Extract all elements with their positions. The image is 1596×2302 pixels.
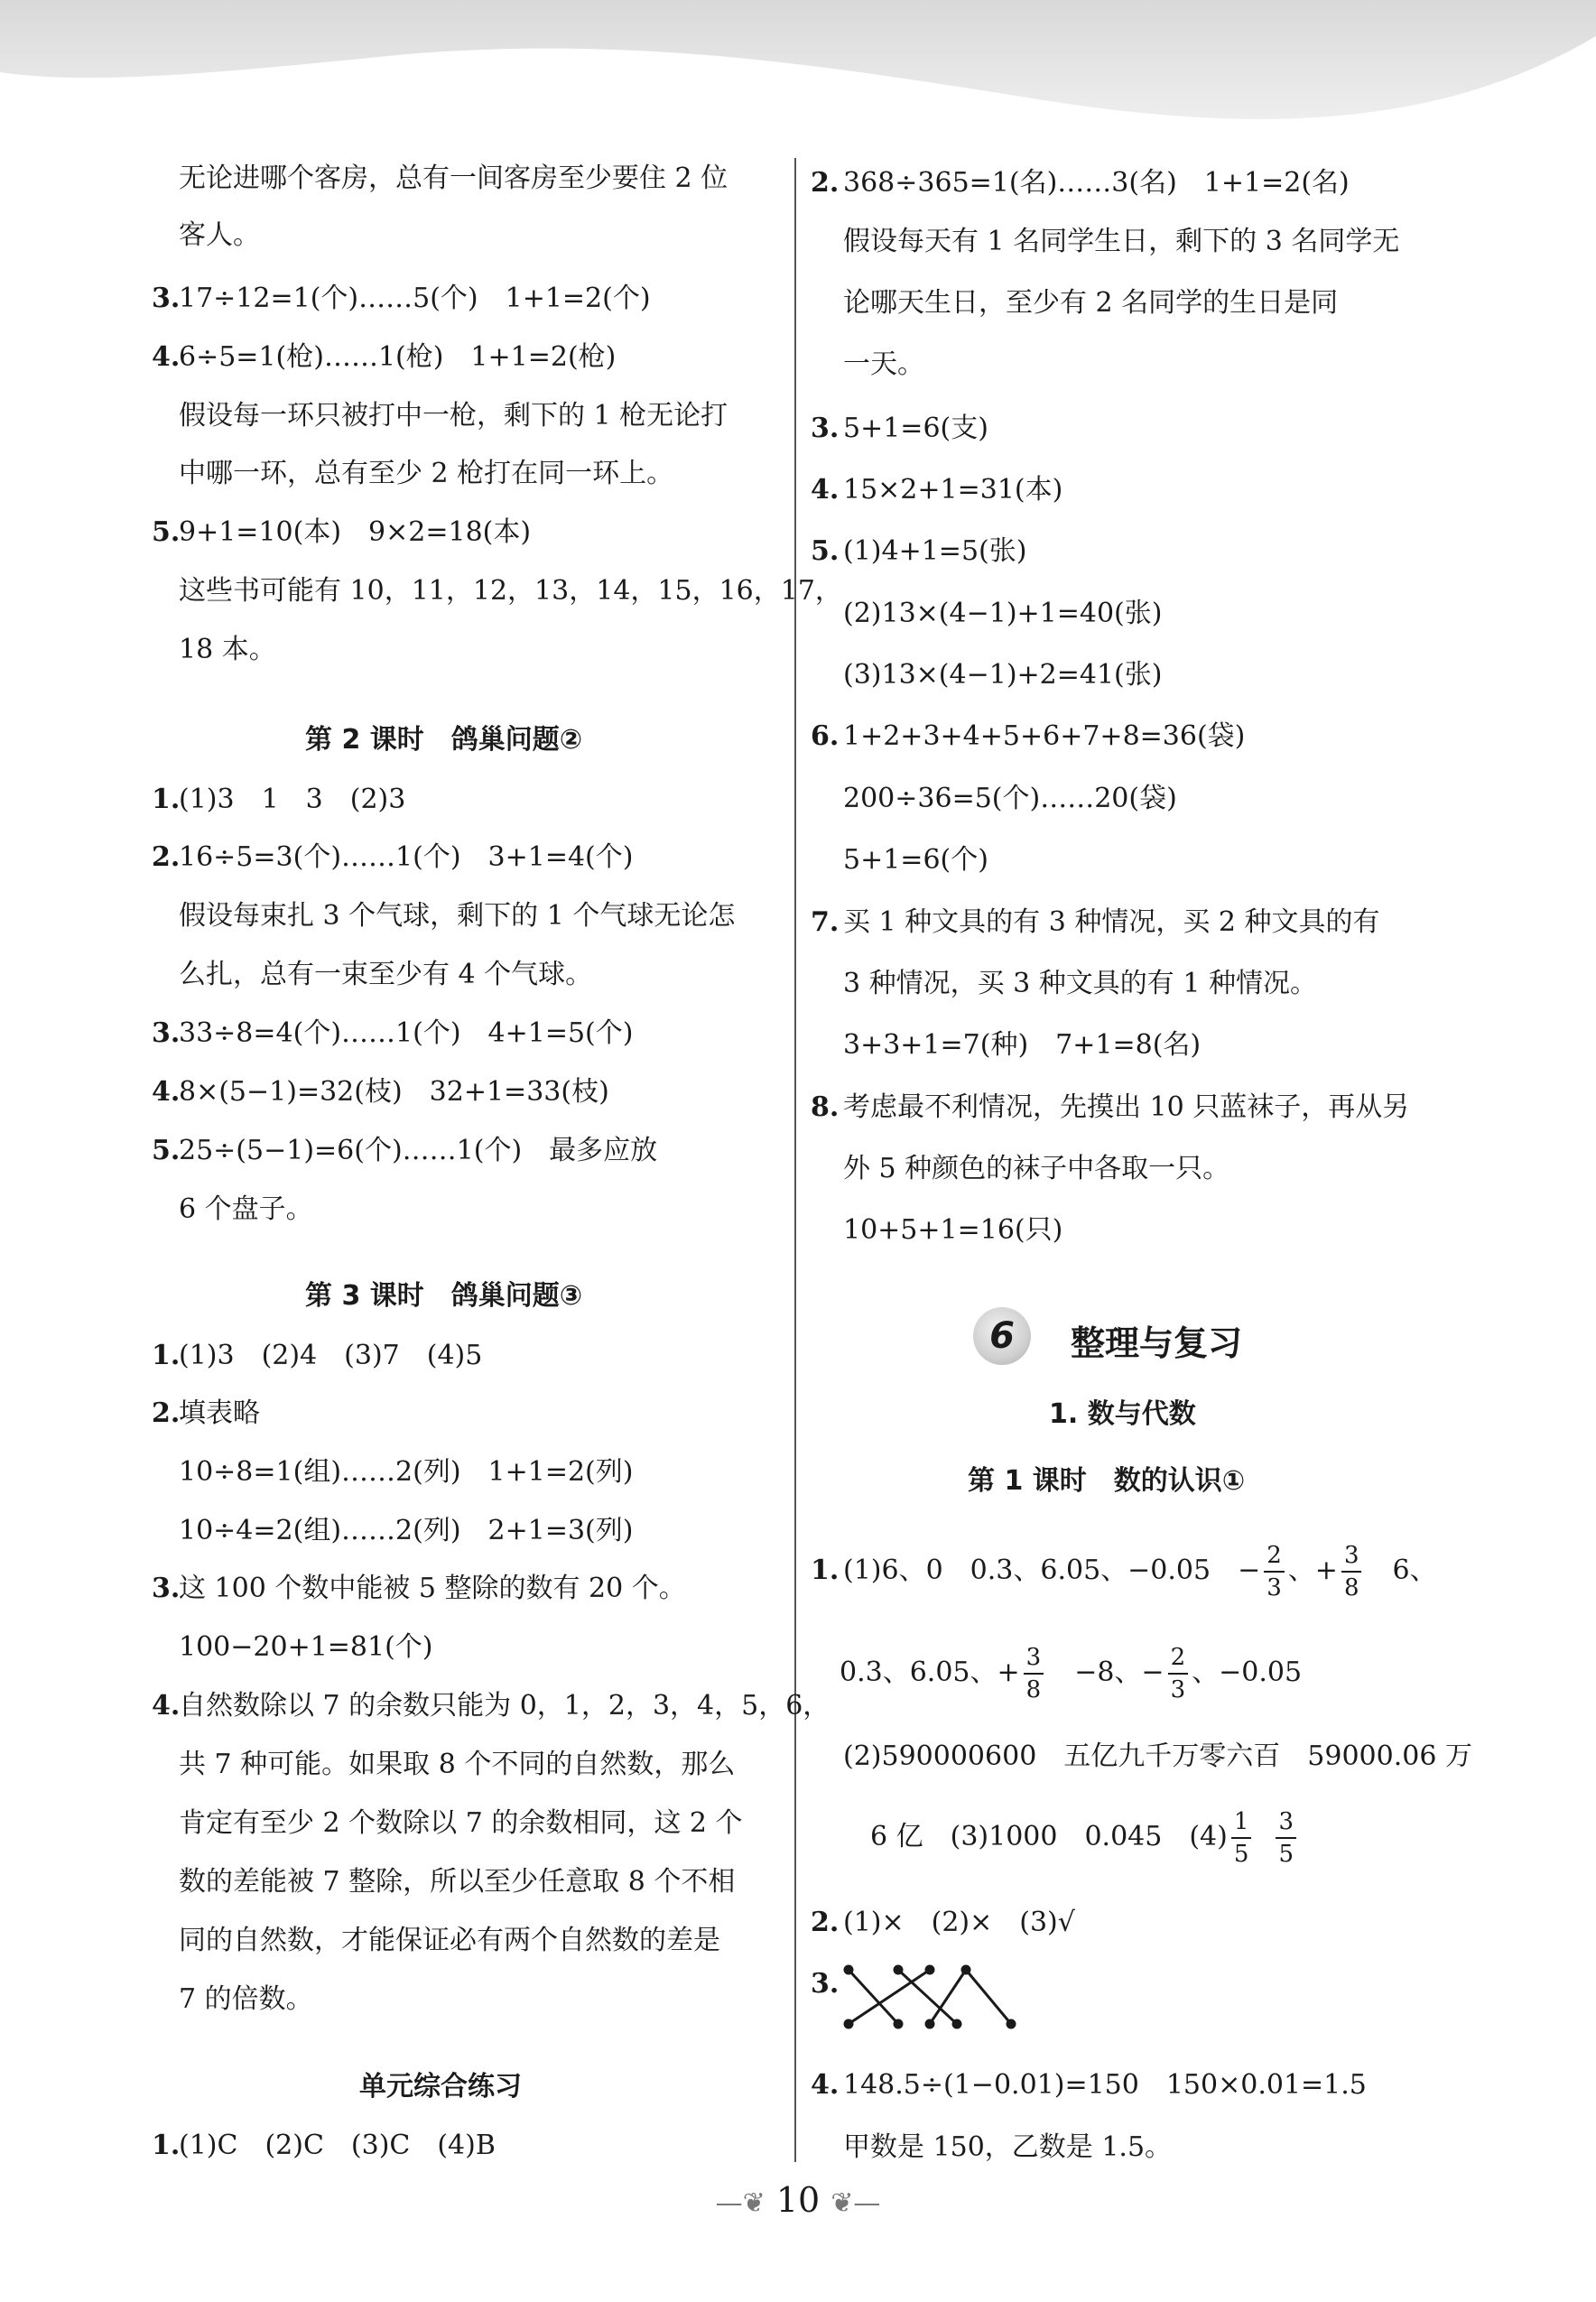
answer-line: 15×2+1=31(本): [843, 474, 1063, 506]
fraction: [1264, 1544, 1285, 1600]
question-number: 3.: [811, 413, 840, 444]
question-number: 6.: [811, 720, 840, 752]
question-number: 5.: [152, 1135, 181, 1166]
question-number: 8.: [811, 1091, 840, 1123]
text-line: (3)13×(4−1)+2=41(张): [843, 659, 1163, 691]
denominator: 8: [1343, 1574, 1359, 1601]
question-number: 2.: [811, 1907, 840, 1938]
answer-line: 368÷365=1(名)……3(名) 1+1=2(名): [843, 167, 1350, 199]
text-line: 肯定有至少 2 个数除以 7 的余数相同，这 2 个: [179, 1807, 743, 1839]
denominator: 3: [1267, 1574, 1282, 1601]
text-line: 10÷4=2(组)……2(列) 2+1=3(列): [179, 1515, 634, 1546]
text-line: 共 7 种可能。如果取 8 个不同的自然数，那么: [179, 1749, 736, 1780]
numerator: 3: [1341, 1544, 1362, 1573]
fraction: [1168, 1646, 1189, 1702]
text-line: 100−20+1=81(个): [179, 1631, 433, 1663]
fraction: [1231, 1810, 1252, 1866]
text-line: 6 个盘子。: [179, 1193, 313, 1225]
text-line: 无论进哪个客房，总有一间客房至少要住 2 位: [179, 162, 728, 194]
question-number: 5.: [152, 516, 181, 548]
answer-text: 、−0.05: [1192, 1657, 1303, 1688]
text-line: 数的差能被 7 整除，所以至少任意取 8 个不相: [179, 1866, 736, 1898]
lesson-heading: 第 3 课时 鸽巢问题③: [305, 1280, 583, 1312]
question-number: 2.: [152, 1397, 181, 1429]
question-number: 7.: [811, 906, 840, 938]
text-line: 假设每束扎 3 个气球，剩下的 1 个气球无论怎: [179, 900, 736, 932]
answer-line: 25÷(5−1)=6(个)……1(个) 最多应放: [179, 1135, 658, 1166]
answer-line: 6÷5=1(枪)……1(枪) 1+1=2(枪): [179, 341, 617, 373]
text-line: (2)13×(4−1)+1=40(张): [843, 598, 1163, 629]
question-number: 2.: [811, 167, 840, 199]
question-number: 5.: [811, 535, 840, 567]
answer-line: 5+1=6(支): [843, 413, 988, 444]
question-number: 2.: [152, 841, 181, 873]
answer-line: (1)3 1 3 (2)3: [179, 784, 406, 815]
top-decorative-band: [0, 0, 1596, 135]
numerator: 3: [1276, 1810, 1296, 1839]
denominator: 8: [1025, 1676, 1042, 1703]
answer-line: 8×(5−1)=32(枝) 32+1=33(枝): [179, 1076, 609, 1108]
text-line: 客人。: [179, 219, 260, 251]
leaf-ornament-icon: ❦—: [830, 2187, 881, 2219]
text-line: 甲数是 150，乙数是 1.5。: [843, 2131, 1173, 2163]
answer-line: (1)3 (2)4 (3)7 (4)5: [179, 1340, 483, 1371]
answer-line: (1)4+1=5(张): [843, 535, 1027, 567]
question-number: 1.: [152, 1340, 181, 1371]
answer-line: (1)× (2)× (3)√: [843, 1907, 1075, 1938]
column-divider: [794, 158, 796, 2162]
question-number: 1.: [152, 2130, 181, 2161]
question-number: 3.: [811, 1968, 840, 2000]
text-line: (2)590000600 五亿九千万零六百 59000.06 万: [843, 1740, 1472, 1772]
answer-text: −8、−: [1047, 1657, 1165, 1688]
fraction: [1341, 1544, 1362, 1600]
answer-text: 6、: [1365, 1555, 1437, 1586]
answer-text: 、+: [1287, 1555, 1338, 1586]
answer-line: 买 1 种文具的有 3 种情况，买 2 种文具的有: [843, 906, 1380, 938]
denominator: 5: [1278, 1841, 1294, 1868]
answer-line: 16÷5=3(个)……1(个) 3+1=4(个): [179, 841, 634, 873]
text-line: 同的自然数，才能保证必有两个自然数的差是: [179, 1925, 720, 1956]
text-line: 10÷8=1(组)……2(列) 1+1=2(列): [179, 1456, 634, 1488]
question-number: 3.: [152, 1573, 181, 1604]
answer-line: 33÷8=4(个)……1(个) 4+1=5(个): [179, 1017, 634, 1049]
numerator: 3: [1024, 1646, 1044, 1675]
text-line: 5+1=6(个): [843, 844, 988, 876]
text-line: 假设每一环只被打中一枪，剩下的 1 枪无论打: [179, 400, 728, 432]
denominator: 3: [1170, 1676, 1186, 1703]
answer-text: 0.3、6.05、+: [840, 1657, 1020, 1688]
question-number: 1.: [811, 1555, 840, 1586]
section-heading: 单元综合练习: [359, 2071, 522, 2102]
fraction: [1276, 1810, 1296, 1866]
question-number: 4.: [152, 1690, 181, 1722]
numerator: 2: [1264, 1544, 1285, 1573]
answer-line-with-fractions: [840, 1632, 1302, 1713]
matching-lines-diagram: [830, 1959, 1029, 2040]
page-footer: [0, 2180, 1596, 2220]
subsection-heading: 1. 数与代数: [1049, 1398, 1196, 1430]
text-line: 论哪天生日，至少有 2 名同学的生日是同: [843, 287, 1339, 319]
answer-line: 自然数除以 7 的余数只能为 0，1，2，3，4，5，6，: [179, 1690, 830, 1722]
answer-line: 考虑最不利情况，先摸出 10 只蓝袜子，再从另: [843, 1091, 1410, 1123]
text-line: 中哪一环，总有至少 2 枪打在同一环上。: [179, 458, 674, 489]
text-line: 外 5 种颜色的袜子中各取一只。: [843, 1153, 1230, 1184]
numerator: 1: [1231, 1810, 1252, 1839]
question-number: 4.: [811, 474, 840, 506]
text-line: 么扎，总有一束至少有 4 个气球。: [179, 959, 593, 990]
question-number: 4.: [152, 341, 181, 373]
answer-line: 9+1=10(本) 9×2=18(本): [179, 516, 532, 548]
answer-text: 6 亿 (3)1000 0.045 (4): [870, 1821, 1228, 1852]
text-line: 假设每天有 1 名同学生日，剩下的 3 名同学无: [843, 226, 1400, 257]
answer-line: 17÷12=1(个)……5(个) 1+1=2(个): [179, 283, 651, 314]
answer-line-with-fractions: [843, 1530, 1437, 1611]
question-number: 4.: [152, 1076, 181, 1108]
question-number: 1.: [152, 784, 181, 815]
answer-text: (1)6、0 0.3、6.05、−0.05 −: [843, 1555, 1261, 1586]
answer-line: 填表略: [179, 1397, 260, 1429]
text-line: 7 的倍数。: [179, 1983, 313, 2015]
question-number: 3.: [152, 1017, 181, 1049]
lesson-heading: 第 2 课时 鸽巢问题②: [305, 724, 583, 756]
unit-number-badge: 6: [973, 1307, 1031, 1365]
question-number: 4.: [811, 2069, 840, 2101]
text-line: 18 本。: [179, 634, 276, 665]
leaf-ornament-icon: —❦: [715, 2187, 766, 2219]
text-line: 200÷36=5(个)……20(袋): [843, 783, 1177, 814]
answer-line-with-fractions: [870, 1796, 1300, 1878]
text-line: 这些书可能有 10，11，12，13，14，15，16，17，: [179, 575, 842, 607]
denominator: 5: [1233, 1841, 1249, 1868]
text-line: 10+5+1=16(只): [843, 1214, 1063, 1246]
text-line: 3+3+1=7(种) 7+1=8(名): [843, 1029, 1202, 1061]
text-line: 3 种情况，买 3 种文具的有 1 种情况。: [843, 968, 1317, 999]
numerator: 2: [1168, 1646, 1189, 1675]
page-number: 10: [775, 2180, 821, 2220]
question-number: 3.: [152, 283, 181, 314]
fraction: [1024, 1646, 1044, 1702]
answer-line: 1+2+3+4+5+6+7+8=36(袋): [843, 720, 1246, 752]
answer-line: 这 100 个数中能被 5 整除的数有 20 个。: [179, 1573, 686, 1604]
text-line: 一天。: [843, 348, 924, 380]
answer-line: 148.5÷(1−0.01)=150 150×0.01=1.5: [843, 2069, 1367, 2101]
lesson-heading: 第 1 课时 数的认识①: [968, 1465, 1246, 1497]
unit-title: 整理与复习: [1071, 1323, 1243, 1363]
answer-line: (1)C (2)C (3)C (4)B: [179, 2130, 496, 2161]
